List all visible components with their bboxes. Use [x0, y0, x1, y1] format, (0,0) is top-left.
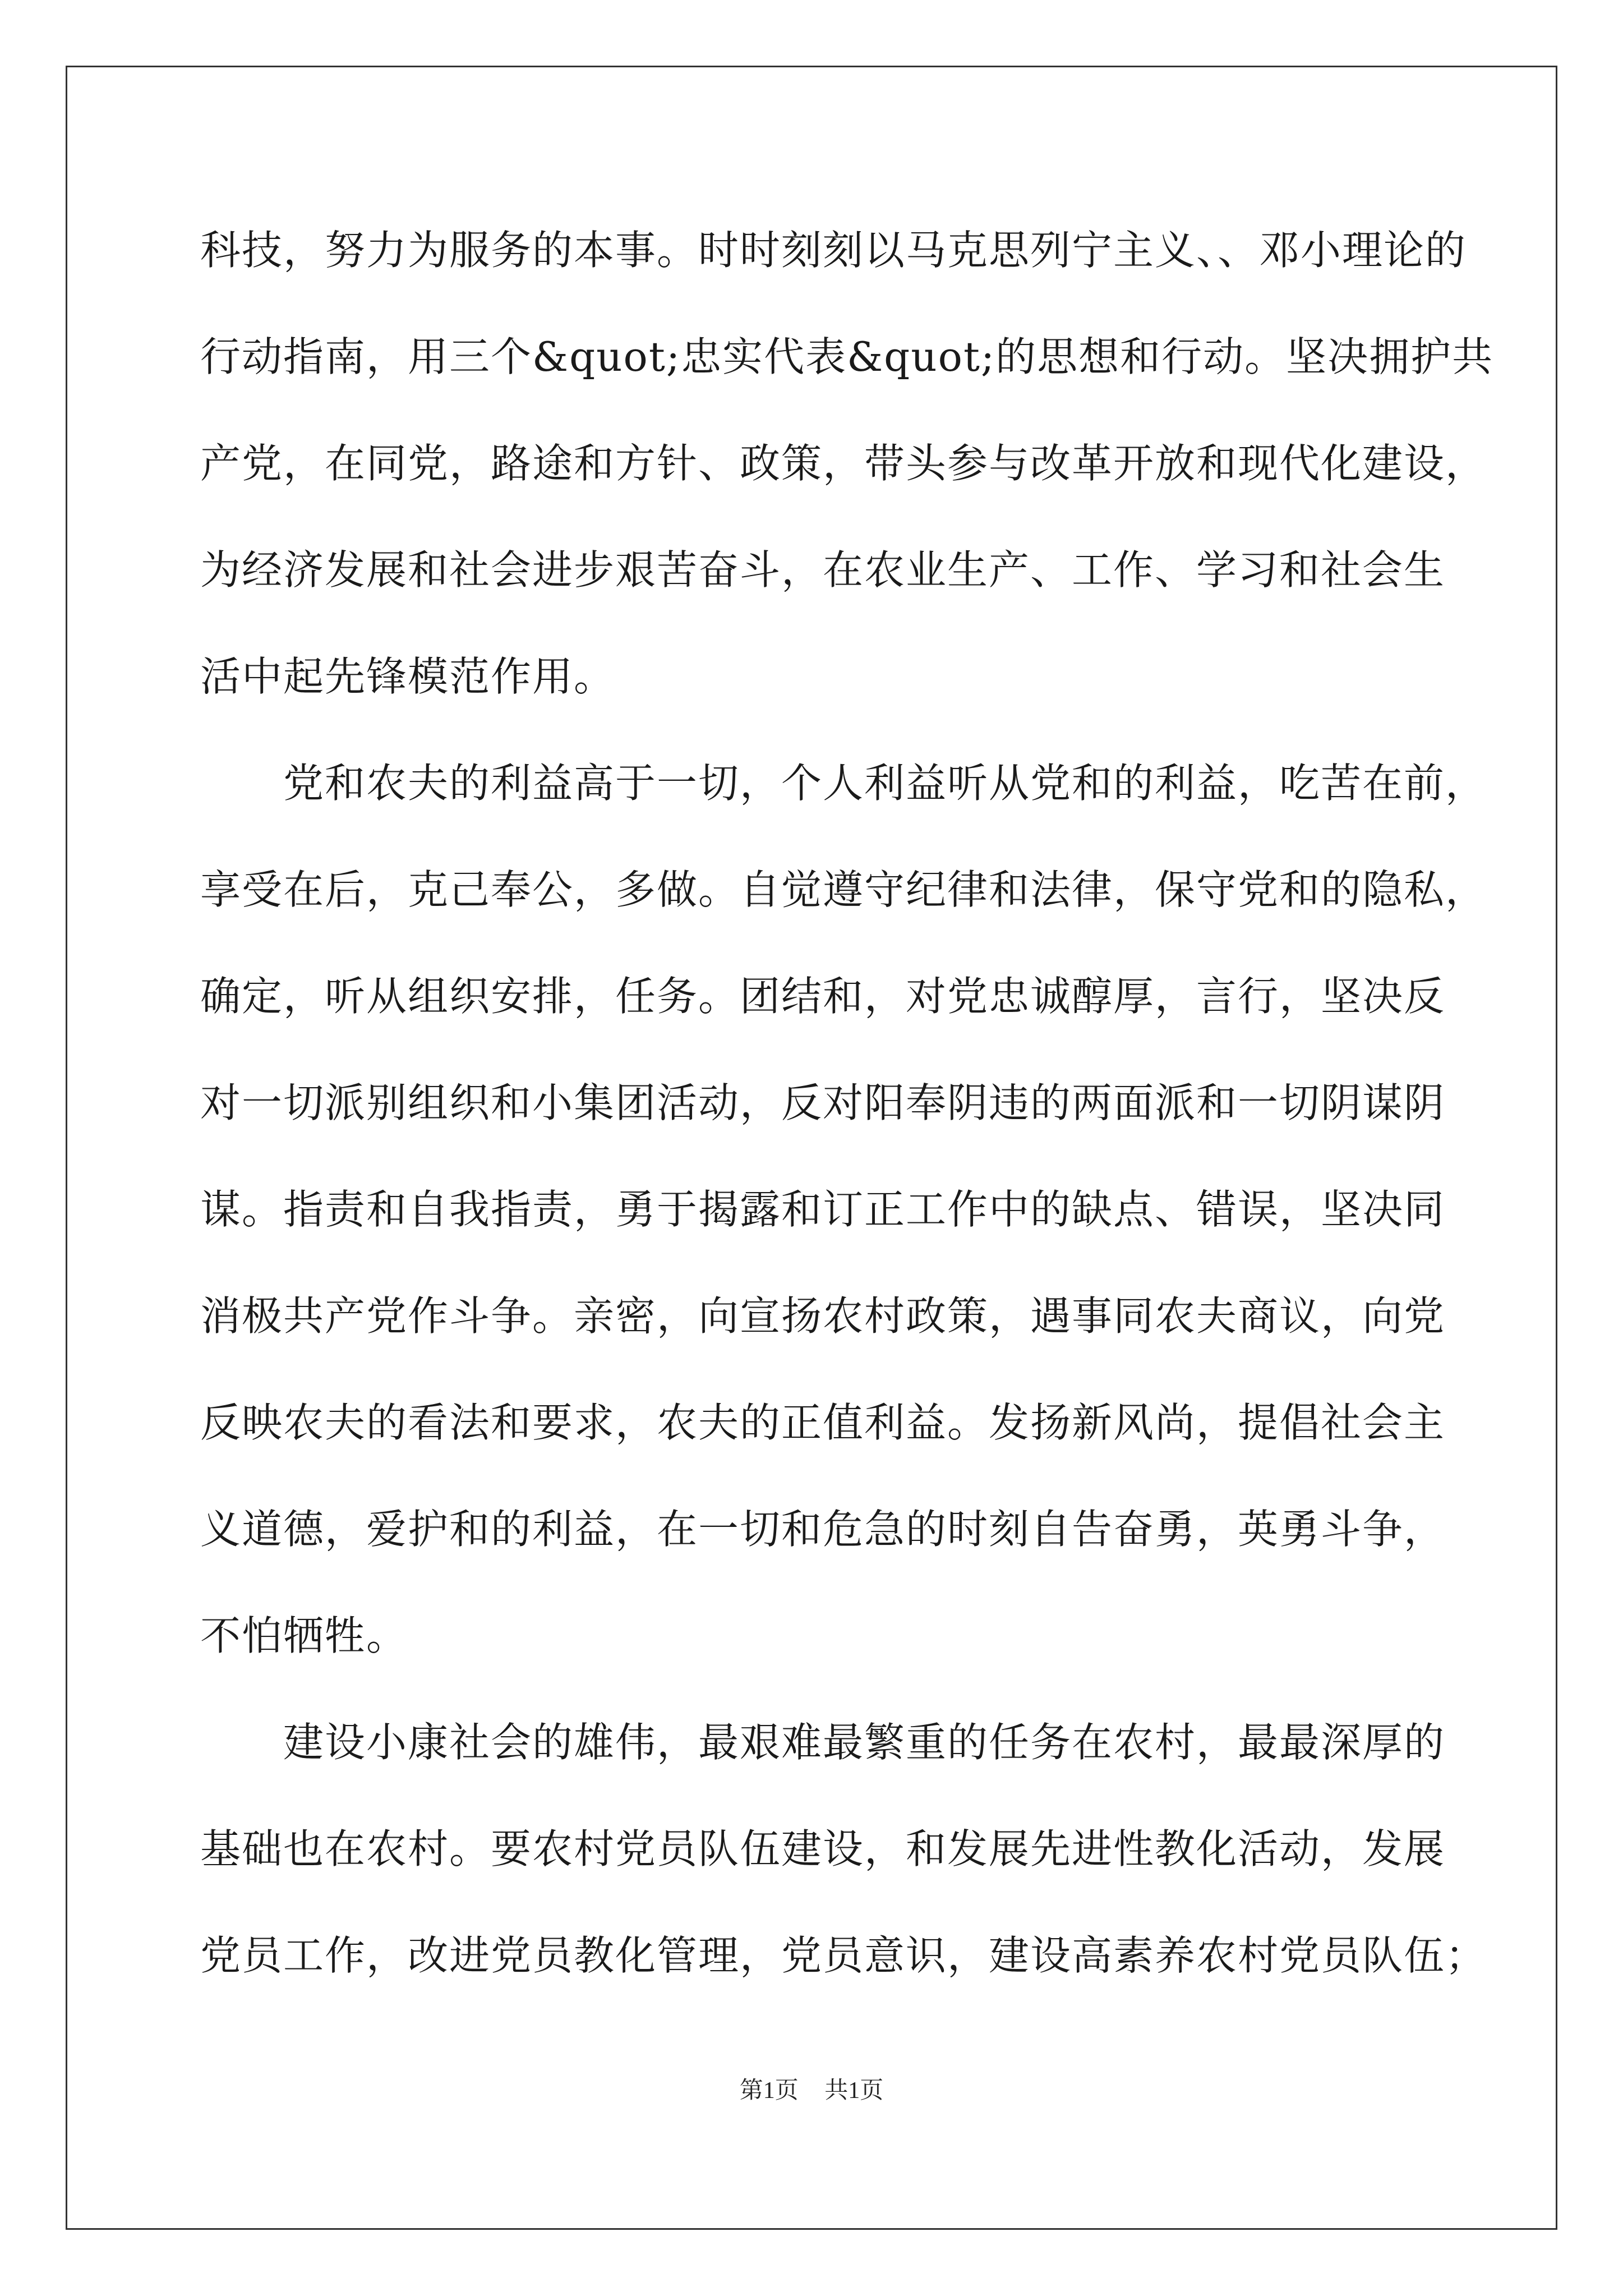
page-number: 第1页 — [739, 2078, 799, 2104]
text-line: 确定，听从组织安排，任务。团结和，对党忠诚醇厚，言行，坚决反 — [200, 973, 1446, 1020]
paragraph-start-line: 建设小康社会的雄伟，最艰难最繁重的任务在农村，最最深厚的 — [200, 1719, 1446, 1766]
text-line: 义道德，爱护和的利益，在一切和危急的时刻自告奋勇，英勇斗争， — [200, 1506, 1446, 1553]
text-line: 党员工作，改进党员教化管理，党员意识，建设高素养农村党员队伍； — [200, 1932, 1487, 1979]
text-line: 消极共产党作斗争。亲密，向宣扬农村政策，遇事同农夫商议，向党 — [200, 1292, 1446, 1340]
page-footer — [0, 2072, 1623, 2105]
text-line: 行动指南，用三个&quot;忠实代表&quot;的思想和行动。坚决拥护共 — [200, 333, 1494, 380]
document-body — [200, 213, 1494, 2025]
text-line: 享受在后，克己奉公，多做。自觉遵守纪律和法律，保守党和的隐私， — [200, 866, 1487, 913]
paragraph-start-line: 党和农夫的利益高于一切，个人利益听从党和的利益，吃苦在前， — [200, 760, 1487, 807]
text-line: 基础也在农村。要农村党员队伍建设，和发展先进性教化活动，发展 — [200, 1825, 1446, 1872]
text-line: 科技，努力为服务的本事。时时刻刻以马克思列宁主义、、邓小理论的 — [200, 227, 1467, 274]
text-line: 反映农夫的看法和要求，农夫的正值利益。发扬新风尚，提倡社会主 — [200, 1399, 1446, 1446]
text-line: 谋。指责和自我指责，勇于揭露和订正工作中的缺点、错误，坚决同 — [200, 1186, 1446, 1233]
text-line: 为经济发展和社会进步艰苦奋斗，在农业生产、工作、学习和社会生 — [200, 546, 1446, 593]
text-line: 对一切派别组织和小集团活动，反对阳奉阴违的两面派和一切阴谋阴 — [200, 1079, 1446, 1126]
page-total: 共1页 — [824, 2078, 884, 2104]
text-line: 不怕牺牲。 — [200, 1612, 408, 1659]
text-line: 活中起先锋模范作用。 — [200, 653, 616, 700]
text-line: 产党，在同党，路途和方针、政策，带头参与改革开放和现代化建设， — [200, 440, 1487, 487]
